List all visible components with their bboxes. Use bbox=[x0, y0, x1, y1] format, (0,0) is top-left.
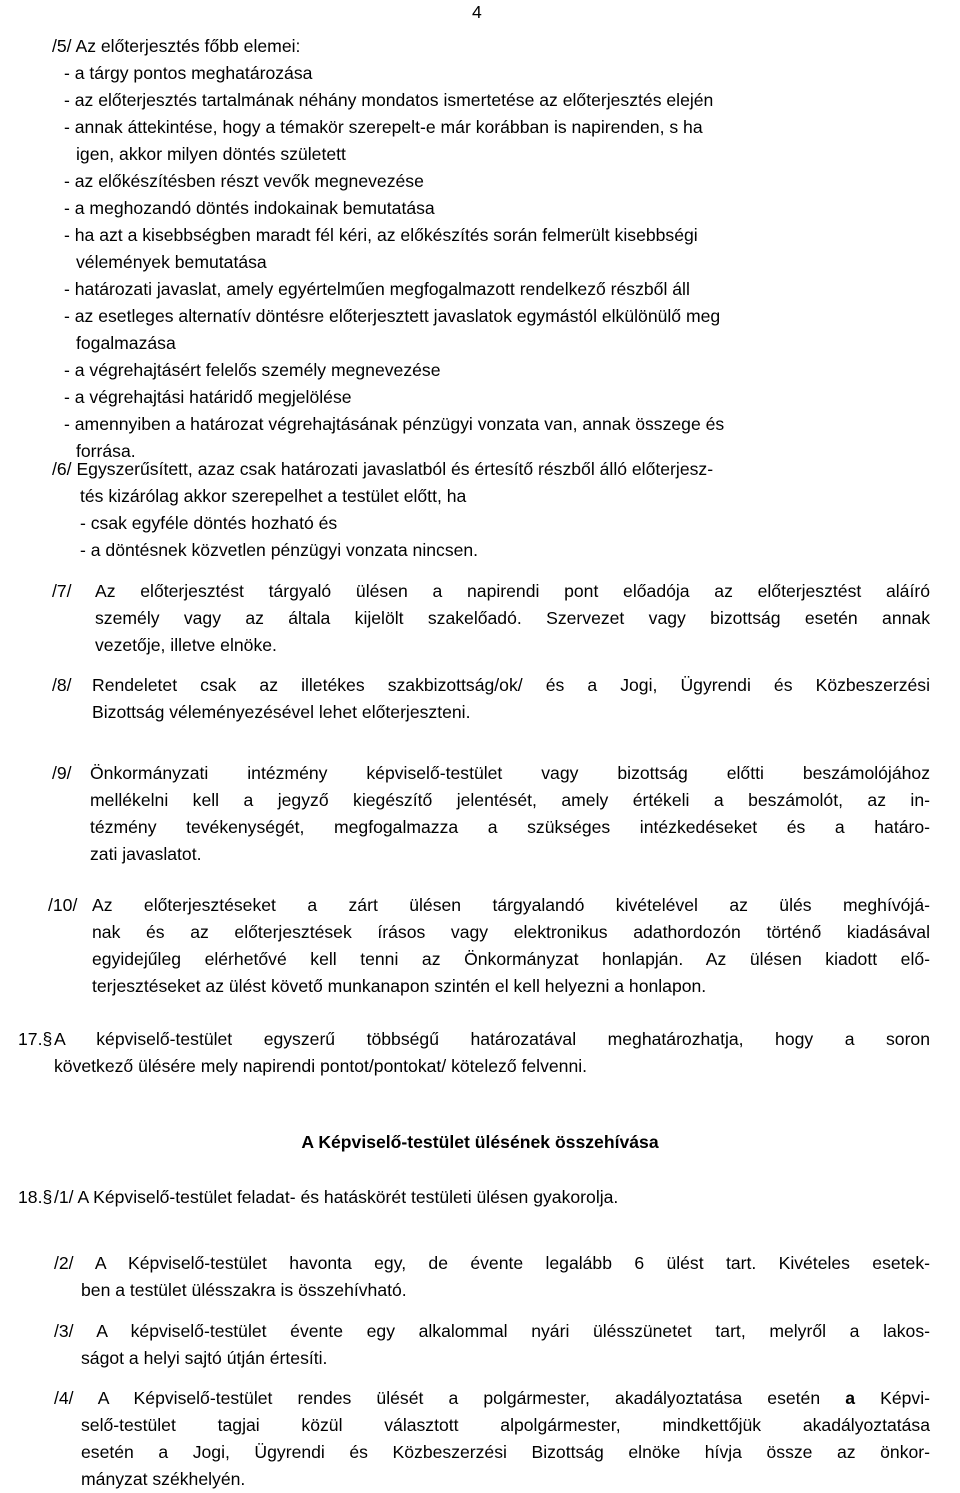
paragraph-line: egyidejűleg elérhetővé kell tenni az Önkormányzat honlapján. Az ülésen kiadott elő- bbox=[92, 949, 930, 969]
paragraph-line: Az előterjesztést tárgyaló ülésen a napirendi pont előadója az előterjesztést aláíró bbox=[95, 581, 930, 601]
section-9-label: /9/ bbox=[52, 763, 72, 783]
list-item: - a tárgy pontos meghatározása bbox=[64, 63, 313, 83]
section-9 bbox=[90, 760, 930, 868]
page-number: 4 bbox=[472, 2, 482, 22]
paragraph-line: /3/ A képviselő-testület évente egy alkalommal nyári ülésszünetet tart, melyről a lakos- bbox=[54, 1321, 930, 1341]
paragraph-line: Rendeletet csak az illetékes szakbizottság/ok/ és a Jogi, Ügyrendi és Közbeszerzési bbox=[92, 675, 930, 695]
list-item: - a végrehajtási határidő megjelölése bbox=[64, 387, 352, 407]
paragraph-line: nak és az előterjesztések írásos vagy elektronikus adathordozón történő kiadásával bbox=[92, 922, 930, 942]
list-item: - határozati javaslat, amely egyértelműen megfogalmazott rendelkező részből áll bbox=[64, 279, 690, 299]
article-17 bbox=[54, 1026, 930, 1080]
list-item: - a döntésnek közvetlen pénzügyi vonzata nincsen. bbox=[80, 540, 479, 560]
article-18-p3 bbox=[54, 1318, 930, 1372]
paragraph-line: ságot a helyi sajtó útján értesíti. bbox=[81, 1348, 328, 1368]
list-item-cont: igen, akkor milyen döntés született bbox=[76, 144, 346, 164]
paragraph-line: mányzat székhelyén. bbox=[81, 1469, 246, 1489]
list-item: - annak áttekintése, hogy a témakör szerepelt-e már korábban is napirenden, s ha bbox=[64, 117, 703, 137]
list-item: - amennyiben a határozat végrehajtásának pénzügyi vonzata van, annak összege és bbox=[64, 414, 725, 434]
article-18-p4 bbox=[54, 1385, 930, 1493]
paragraph-line: Önkormányzati intézmény képviselő-testület vagy bizottság előtti beszámolójához bbox=[90, 763, 930, 783]
paragraph-line bbox=[54, 1385, 930, 1412]
list-item: - a végrehajtásért felelős személy megnevezése bbox=[64, 360, 441, 380]
paragraph-line: esetén a Jogi, Ügyrendi és Közbeszerzési Bizottság elnöke hívja össze az önkor- bbox=[81, 1442, 930, 1462]
paragraph-line: selő-testület tagjai közül választott alpolgármester, mindkettőjük akadályoztatása bbox=[81, 1415, 930, 1435]
article-18-p1 bbox=[54, 1184, 934, 1211]
paragraph-line: tézmény tevékenységét, megfogalmazza a szükséges intézkedéseket és a határo- bbox=[90, 817, 930, 837]
text-run: /4/ A Képviselő-testület rendes ülését a polgármester, akadályoztatása esetén bbox=[54, 1388, 846, 1408]
section-7-label: /7/ bbox=[52, 581, 72, 601]
paragraph-line: /1/ A Képviselő-testület feladat- és hatáskörét testületi ülésen gyakorolja. bbox=[54, 1187, 619, 1207]
text-run: Képvi- bbox=[855, 1388, 931, 1408]
article-18-label: 18.§ bbox=[18, 1187, 53, 1207]
list-item-cont: vélemények bemutatása bbox=[76, 252, 267, 272]
paragraph-line: A képviselő-testület egyszerű többségű határozatával meghatározhatja, hogy a soron bbox=[54, 1029, 930, 1049]
section-6 bbox=[52, 456, 952, 564]
article-18-p2 bbox=[54, 1250, 930, 1304]
paragraph-line: /6/ Egyszerűsített, azaz csak határozati javaslatból és értesítő részből álló előterjesz- bbox=[52, 459, 714, 479]
section-5-title: /5/ Az előterjesztés főbb elemei: bbox=[52, 36, 301, 56]
list-item: - a meghozandó döntés indokainak bemutatása bbox=[64, 198, 435, 218]
section-7 bbox=[95, 578, 930, 659]
list-item: - az előterjesztés tartalmának néhány mondatos ismertetése az előterjesztés elején bbox=[64, 90, 714, 110]
section-10-label: /10/ bbox=[48, 895, 78, 915]
paragraph-line: tés kizárólag akkor szerepelhet a testület előtt, ha bbox=[80, 486, 467, 506]
paragraph-line: ben a testület ülésszakra is összehívható. bbox=[81, 1280, 407, 1300]
article-17-label: 17.§ bbox=[18, 1029, 53, 1049]
paragraph-line: következő ülésére mely napirendi pontot/pontokat/ kötelező felvenni. bbox=[54, 1056, 588, 1076]
paragraph-line: mellékelni kell a jegyző kiegészítő jelentését, amely értékeli a beszámolót, az in- bbox=[90, 790, 930, 810]
paragraph-line: Az előterjesztéseket a zárt ülésen tárgyalandó kivételével az ülés meghívójá- bbox=[92, 895, 930, 915]
section-5 bbox=[52, 33, 952, 465]
bold-text-run: a bbox=[845, 1388, 856, 1408]
list-item: - az esetleges alternatív döntésre előterjesztett javaslatok egymástól elkülönülő meg bbox=[64, 306, 721, 326]
section-8 bbox=[92, 672, 930, 726]
paragraph-line: /2/ A Képviselő-testület havonta egy, de évente legalább 6 ülést tart. Kivételes esetek- bbox=[54, 1253, 930, 1273]
paragraph-line: Bizottság véleményezésével lehet előterjeszteni. bbox=[92, 702, 471, 722]
paragraph-line: zati javaslatot. bbox=[90, 844, 202, 864]
section-heading: A Képviselő-testület ülésének összehívása bbox=[301, 1132, 659, 1152]
list-item: - csak egyféle döntés hozható és bbox=[80, 513, 338, 533]
paragraph-line: vezetője, illetve elnöke. bbox=[95, 635, 277, 655]
section-10 bbox=[92, 892, 930, 1000]
list-item: - ha azt a kisebbségben maradt fél kéri, az előkészítés során felmerült kisebbségi bbox=[64, 225, 698, 245]
list-item-cont: forrása. bbox=[76, 441, 136, 461]
paragraph-line: személy vagy az általa kijelölt szakelőadó. Szervezet vagy bizottság esetén annak bbox=[95, 608, 930, 628]
paragraph-line: terjesztéseket az ülést követő munkanapon szintén el kell helyezni a honlapon. bbox=[92, 976, 707, 996]
list-item: - az előkészítésben részt vevők megnevezése bbox=[64, 171, 424, 191]
list-item-cont: fogalmazása bbox=[76, 333, 176, 353]
section-8-label: /8/ bbox=[52, 675, 72, 695]
